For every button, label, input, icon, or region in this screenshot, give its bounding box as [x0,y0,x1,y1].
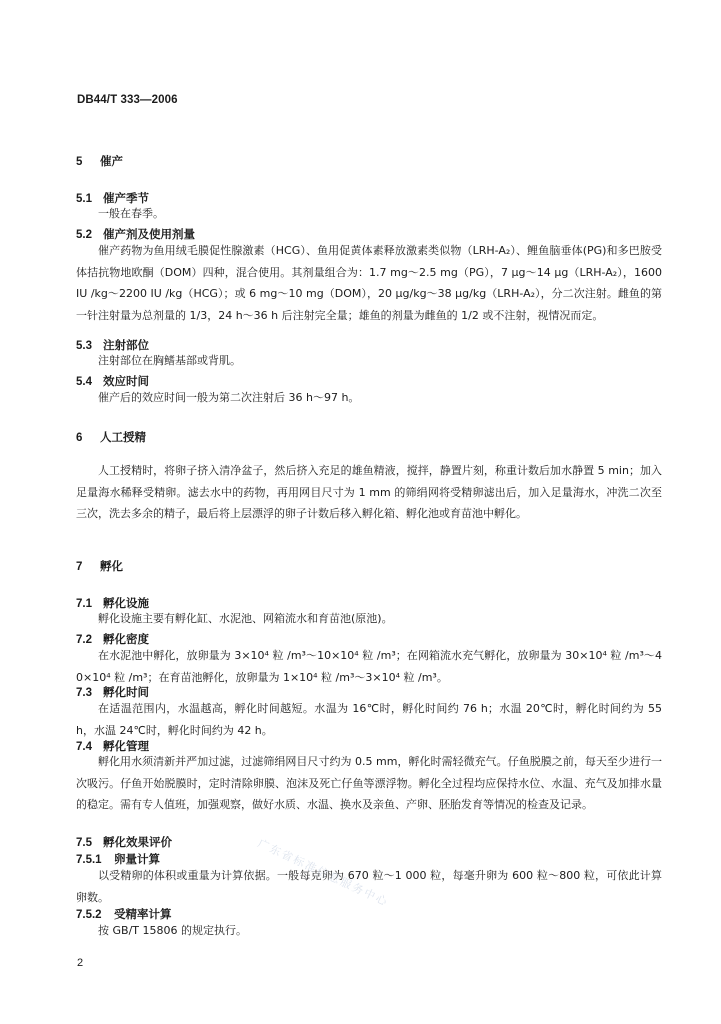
heading-title: 受精率计算 [114,907,172,921]
paragraph-5-4: 催产后的效应时间一般为第二次注射后 36 h～97 h。 [98,391,360,404]
heading-number: 6 [76,432,83,444]
heading-title: 催产季节 [103,191,149,205]
paragraph-5-1: 一般在春季。 [98,207,164,220]
heading-7 [76,558,123,574]
heading-number: 7.4 [76,741,92,753]
heading-number: 5.2 [76,229,92,241]
paragraph-7-3: 在适温范围内，水温越高，孵化时间越短。水温为 16℃时，孵化时间约 76 h；水温 20℃时，孵化时间约为 55 h，水温 24℃时，孵化时间约为 42 h。 [76,702,662,737]
heading-number: 7.5.2 [76,909,102,921]
heading-number: 7.5.1 [76,854,102,866]
heading-number: 7.1 [76,598,92,610]
paragraph-6: 人工授精时，将卵子挤入清净盆子，然后挤入充足的雄鱼精液，搅拌，静置片刻，称重计数后加水静置 5 min；加入足量海水稀释受精卵。滤去水中的药物，再用网目尺寸为 1 mm 的筛绢网将受精卵滤出后，加入足量海水，冲洗二次至三次，洗去多余的精子，最后将上层漂浮的卵子计数后移入孵化箱、孵化池或育苗池中孵化。 [76,464,662,520]
paragraph-7-2: 在水泥池中孵化，放卵量为 3×10⁴ 粒 /m³～10×10⁴ 粒 /m³；在网箱流水充气孵化，放卵量为 30×10⁴ 粒 /m³～40×10⁴ 粒 /m³；在育苗池孵化，放卵量为 1×10⁴ 粒 /m³～3×10⁴ 粒 /m³。 [76,649,662,684]
page-number: 2 [77,957,84,969]
heading-title: 卵量计算 [114,852,160,866]
paragraph-7-4: 孵化用水须清新并严加过滤，过滤筛绢网目尺寸约为 0.5 mm，孵化时需轻微充气。仔鱼脱膜之前，每天至少进行一次吸污。仔鱼开始脱膜时，定时清除卵膜、泡沫及死亡仔鱼等漂浮物。孵化全过程均应保持水位、水温、充气及加排水量的稳定。需有专人值班，加强观察，做好水质、水温、换水及亲鱼、产卵、胚胎发育等情况的检查及记录。 [76,755,662,811]
heading-number: 7.2 [76,634,92,646]
heading-title: 催产 [100,154,123,168]
heading-title: 孵化管理 [103,739,149,753]
heading-title: 人工授精 [100,430,146,444]
watermark: 广东省标准信息服务中心 [255,836,391,910]
heading-title: 孵化设施 [103,596,149,610]
heading-title: 孵化效果评价 [103,835,172,849]
heading-title: 孵化时间 [103,685,149,699]
heading-number: 7.5 [76,837,92,849]
heading-6 [76,429,146,445]
heading-title: 注射部位 [103,338,149,352]
heading-number: 5.4 [76,376,92,388]
paragraph-7-1: 孵化设施主要有孵化缸、水泥池、网箱流水和育苗池(原池)。 [98,612,393,625]
standard-code: DB44/T 333—2006 [77,94,178,106]
heading-5 [76,153,123,169]
heading-7-5 [76,834,172,850]
heading-title: 孵化 [100,559,123,573]
heading-number: 5.1 [76,193,92,205]
heading-number: 5 [76,156,83,168]
heading-title: 催产剂及使用剂量 [103,227,195,241]
paragraph-7-5-2: 按 GB/T 15806 的规定执行。 [98,924,247,937]
heading-number: 5.3 [76,340,92,352]
heading-title: 效应时间 [103,374,149,388]
paragraph-5-3: 注射部位在胸鳍基部或背肌。 [98,354,241,367]
heading-number: 7.3 [76,687,92,699]
heading-number: 7 [76,561,83,573]
paragraph-7-5-1: 以受精卵的体积或重量为计算依据。一般每克卵为 670 粒～1 000 粒，每毫升卵为 600 粒～800 粒，可依此计算卵数。 [76,869,662,904]
heading-title: 孵化密度 [103,632,149,646]
paragraph-5-2: 催产药物为鱼用绒毛膜促性腺激素（HCG）、鱼用促黄体素释放激素类似物（LRH-A₂）、鲤鱼脑垂体(PG)和多巴胺受体拮抗物地欧酮（DOM）四种，混合使用。其剂量组合为：1.7 mg～2.5 mg（PG），7 μg～14 μg（LRH-A₂），1600 IU /kg～2200 IU /kg（HCG）；或 6 mg～10 mg（DOM），20 μg/kg～38 μg/kg（LRH-A₂），分二次注射。雌鱼的第一针注射量为总剂量的 1/3，24 h～36 h 后注射完全量；雄鱼的剂量为雌鱼的 1/2 或不注射，视情况而定。 [76,244,662,322]
